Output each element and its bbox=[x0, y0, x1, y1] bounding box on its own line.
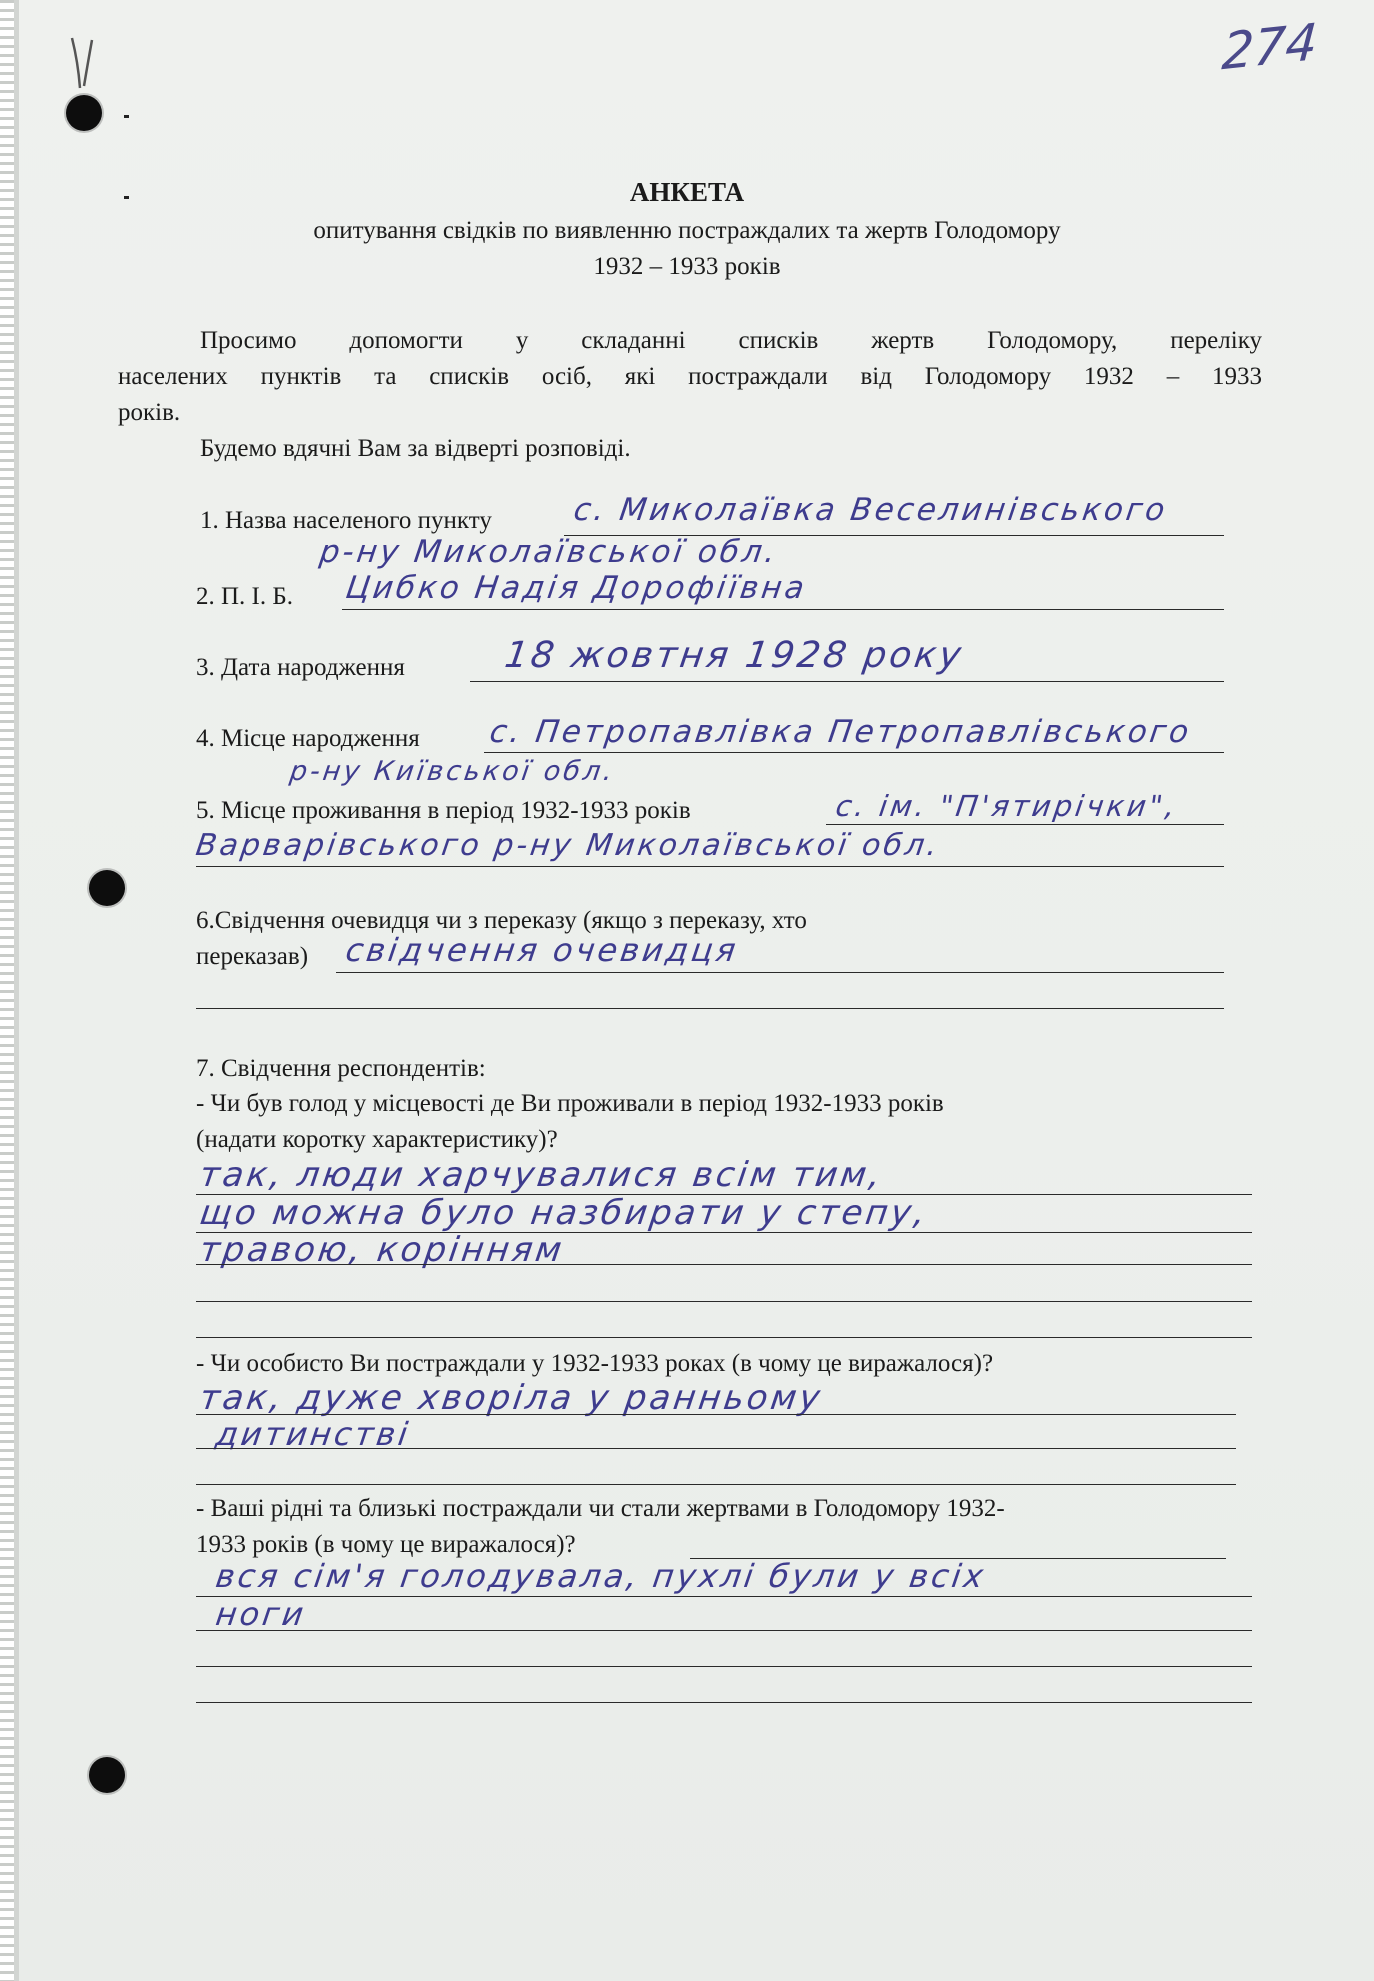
question-3-answer-line-2: ноги bbox=[213, 1595, 309, 1633]
testimony-type-label-line-1: 6.Свідчення очевидця чи з переказу (якщо з переказу, хто bbox=[196, 907, 807, 934]
archive-number: 274 bbox=[1220, 12, 1320, 82]
question-2-answer-line-1: так, дуже хворіла у ранньому bbox=[197, 1378, 826, 1418]
form-years: 1932 – 1933 років bbox=[593, 253, 781, 280]
testimony-type-line-1 bbox=[336, 972, 1224, 973]
question-2-line-c bbox=[196, 1484, 1236, 1485]
question-2-line-1: - Чи особисто Ви постраждали у 1932-1933 роках (в чому це виражалося)? bbox=[196, 1350, 994, 1377]
residence-answer-line-2: Варварівського р-ну Миколаївської обл. bbox=[193, 828, 943, 863]
question-1-answer-line-3: травою, корінням bbox=[197, 1230, 568, 1270]
section-7-title: 7. Свідчення респондентів: bbox=[196, 1055, 486, 1082]
question-1-line-c bbox=[196, 1264, 1252, 1265]
question-1-answer-line-1: так, люди харчувалися всім тим, bbox=[197, 1155, 886, 1195]
question-1-line-d bbox=[196, 1301, 1252, 1302]
question-1-answer-line-2: що можна було назбирати у степу, bbox=[197, 1193, 931, 1233]
question-1-line-1: - Чи був голод у місцевості де Ви проживали в період 1932-1933 років bbox=[196, 1090, 944, 1117]
question-3-line-2: 1933 років (в чому це виражалося)? bbox=[196, 1531, 576, 1558]
birth-place-answer-line-1: с. Петропавлівка Петропавлівського bbox=[487, 714, 1194, 750]
name-answer: Цибко Надія Дорофіївна bbox=[343, 570, 810, 606]
birth-date-label: 3. Дата народження bbox=[196, 654, 405, 681]
birth-date-line bbox=[470, 681, 1224, 682]
residence-answer-line-1: с. ім. "П'ятирічки", bbox=[833, 789, 1180, 823]
birth-place-label: 4. Місце народження bbox=[196, 725, 420, 752]
form-title: АНКЕТА bbox=[629, 177, 745, 207]
residence-line-2 bbox=[196, 866, 1224, 867]
question-1-line-2: (надати коротку характеристику)? bbox=[196, 1126, 558, 1153]
question-2-line-b bbox=[196, 1448, 1236, 1449]
question-3-line-1: - Ваші рідні та близькі постраждали чи стали жертвами в Голодомору 1932- bbox=[196, 1495, 1005, 1522]
form-subtitle: опитування свідків по виявленню постраждалих та жертв Голодомору bbox=[313, 217, 1061, 244]
question-2-answer-line-2: дитинстві bbox=[213, 1415, 413, 1453]
testimony-type-answer: свідчення очевидця bbox=[343, 931, 741, 969]
question-3-line-c bbox=[196, 1630, 1252, 1631]
question-1-line-e bbox=[196, 1337, 1252, 1338]
question-3-line-b bbox=[196, 1596, 1252, 1597]
question-3-line-e bbox=[196, 1702, 1252, 1703]
intro-line-2: населених пунктів та списків осіб, які постраждали від Голодомору 1932 – 1933 bbox=[118, 363, 1262, 390]
intro-line-3: років. bbox=[118, 399, 181, 426]
birth-date-answer: 18 жовтня 1928 року bbox=[502, 635, 967, 676]
question-3-answer-line-1: вся сім'я голодувала, пухлі були у всіх bbox=[213, 1557, 989, 1595]
settlement-answer-line-1: с. Миколаївка Веселинівського bbox=[571, 492, 1170, 528]
question-3-line-d bbox=[196, 1666, 1252, 1667]
residence-label: 5. Місце проживання в період 1932-1933 років bbox=[196, 797, 691, 824]
name-line bbox=[342, 609, 1224, 610]
name-label: 2. П. І. Б. bbox=[196, 583, 293, 610]
settlement-label: 1. Назва населеного пункту bbox=[200, 507, 492, 534]
intro-thanks: Будемо вдячні Вам за відверті розповіді. bbox=[200, 435, 631, 462]
testimony-type-line-2 bbox=[196, 1008, 1224, 1009]
intro-line-1: Просимо допомогти у складанні списків жертв Голодомору, переліку bbox=[200, 327, 1262, 354]
birth-place-answer-line-2: р-ну Київської обл. bbox=[287, 756, 618, 787]
settlement-answer-line-2: р-ну Миколаївської обл. bbox=[317, 534, 781, 570]
testimony-type-label-line-2: переказав) bbox=[196, 943, 309, 970]
